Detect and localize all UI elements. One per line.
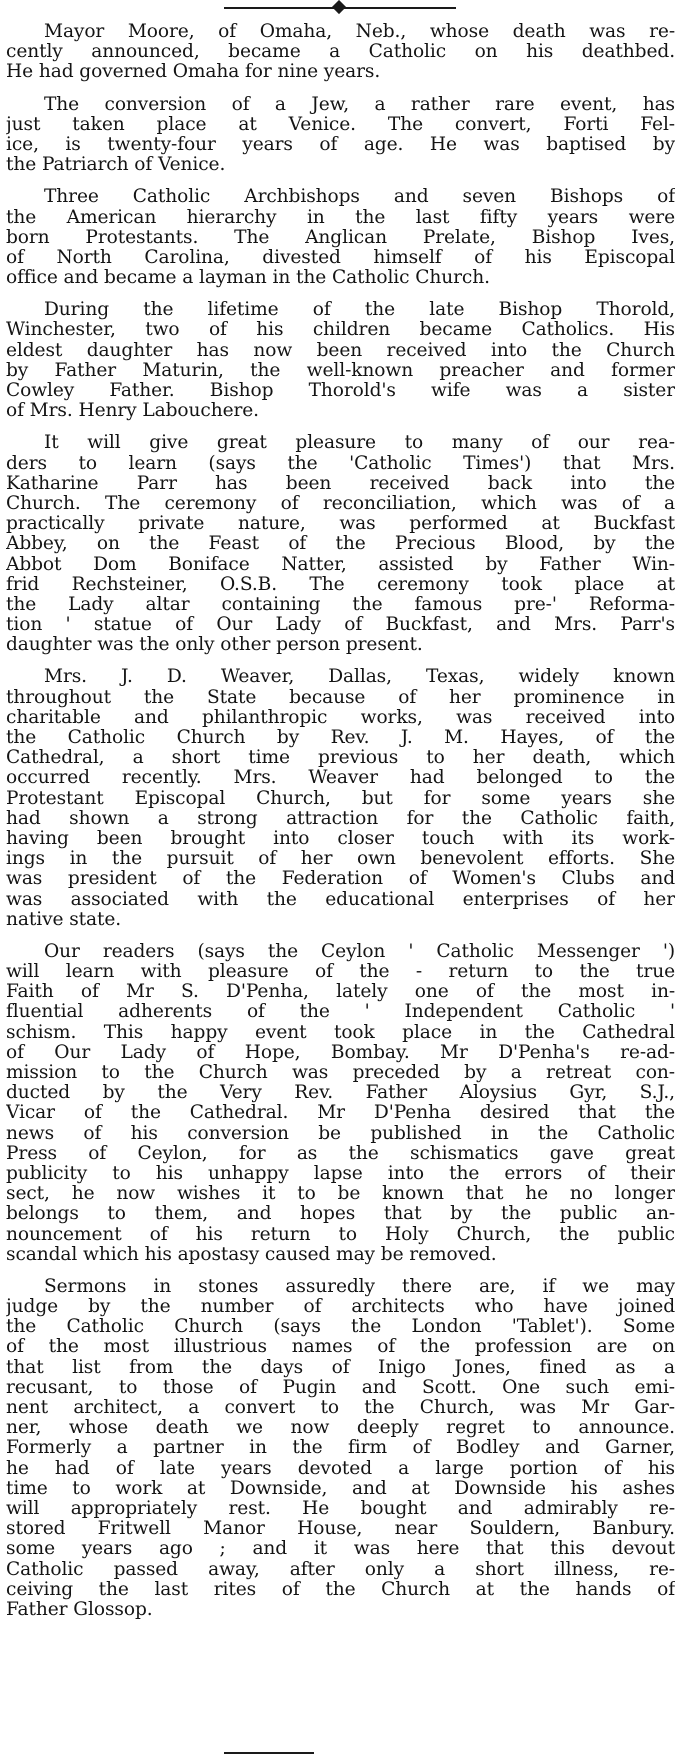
text-line: time to work at Downside, and at Downside his ashes — [6, 1478, 675, 1499]
text-line: practically private nature, was performed at Buckfast — [6, 514, 675, 535]
text-line: ner, whose death we now deeply regret to announce. — [6, 1418, 675, 1439]
text-line: ice, is twenty-four years of age. He was baptised by — [6, 134, 675, 155]
text-line: having been brought into closer touch with its work- — [6, 828, 675, 849]
text-line: nent architect, a convert to the Church, was Mr Gar- — [6, 1398, 675, 1418]
text-line: Catholic passed away, after only a short illness, re- — [6, 1559, 675, 1580]
text-line: Faith of Mr S. D'Penha, lately one of the most in- — [6, 982, 675, 1003]
text-line: mission to the Church was preceded by a retreat con- — [6, 1063, 675, 1083]
text-line: by Father Maturin, the well-known preacher and former — [6, 360, 675, 381]
bottom-rule — [224, 1752, 314, 1754]
text-line: He had governed Omaha for nine years. — [6, 62, 381, 83]
text-line: judge by the number of architects who have joined — [6, 1297, 675, 1318]
text-line: Formerly a partner in the firm of Bodley and Garner, — [6, 1438, 675, 1459]
diamond-ornament-icon — [332, 0, 346, 14]
text-line: of North Carolina, divested himself of his Episcopal — [6, 247, 675, 268]
text-line: ceiving the last rites of the Church at the hands of — [6, 1579, 675, 1600]
text-line: was associated with the educational enterprises of her — [6, 889, 675, 910]
paragraph — [6, 1277, 675, 1620]
text-line: Our readers (says the Ceylon ' Catholic Messenger ') — [44, 941, 675, 962]
text-line: ducted by the Very Rev. Father Aloysius Gyr, S.J., — [6, 1083, 675, 1104]
text-line: schism. This happy event took place in the Cathedral — [6, 1022, 675, 1043]
text-line: of Mrs. Henry Labouchere. — [6, 401, 259, 422]
text-line: It will give great pleasure to many of our rea- — [44, 433, 675, 454]
text-line: Abbot Dom Boniface Natter, assisted by Father Win- — [6, 554, 675, 575]
paragraph — [6, 95, 675, 176]
text-line: recusant, to those of Pugin and Scott. One such emi- — [6, 1377, 675, 1398]
text-line: occurred recently. Mrs. Weaver had belonged to the — [6, 768, 675, 789]
paragraph — [6, 942, 675, 1265]
text-line: charitable and philanthropic works, was received into — [6, 707, 675, 728]
text-line: born Protestants. The Anglican Prelate, Bishop Ives, — [6, 227, 675, 248]
paragraph — [6, 22, 675, 83]
text-line: fluential adherents of the ' Independent Catholic ' — [6, 1002, 675, 1023]
text-line: Mayor Moore, of Omaha, Neb., whose death was re- — [44, 22, 675, 42]
text-line: eldest daughter has now been received into the Church — [6, 340, 675, 361]
paragraph — [6, 187, 675, 288]
text-line: cently announced, became a Catholic on his deathbed. — [6, 42, 675, 63]
text-line: had shown a strong attraction for the Catholic faith, — [6, 808, 675, 829]
text-line: Protestant Episcopal Church, but for some years she — [6, 788, 675, 809]
text-line: Katharine Parr has been received back into the — [6, 473, 675, 494]
text-line: he had of late years devoted a large portion of his — [6, 1458, 675, 1479]
text-line: Abbey, on the Feast of the Precious Blood, by the — [6, 534, 675, 555]
text-line: Winchester, two of his children became Catholics. His — [6, 320, 675, 341]
paragraph — [6, 667, 675, 929]
text-line: some years ago ; and it was here that this devout — [6, 1539, 675, 1560]
text-line: was president of the Federation of Women's Clubs and — [6, 869, 675, 890]
text-line: Vicar of the Cathedral. Mr D'Penha desired that the — [6, 1103, 675, 1124]
text-line: will appropriately rest. He bought and admirably re- — [6, 1498, 675, 1519]
text-line: native state. — [6, 909, 122, 930]
text-line: the American hierarchy in the last fifty years were — [6, 207, 675, 228]
text-line: will learn with pleasure of the - return to the true — [6, 962, 675, 983]
text-line: throughout the State because of her prominence in — [6, 687, 675, 708]
text-line: the Patriarch of Venice. — [6, 155, 226, 176]
text-line: Sermons in stones assuredly there are, if we may — [44, 1276, 675, 1297]
text-line: Cowley Father. Bishop Thorold's wife was a sister — [6, 381, 675, 401]
text-line: frid Rechsteiner, O.S.B. The ceremony took place at — [6, 574, 675, 595]
text-line: ders to learn (says the 'Catholic Times') that Mrs. — [6, 453, 675, 474]
text-line: sect, he now wishes it to be known that he no longer — [6, 1184, 675, 1205]
paragraph — [6, 300, 675, 421]
text-line: daughter was the only other person present. — [6, 635, 423, 656]
text-line: belongs to them, and hopes that by the public an- — [6, 1204, 675, 1225]
article-column — [6, 22, 675, 1632]
text-line: Cathedral, a short time previous to her death, which — [6, 748, 675, 769]
text-line: the Catholic Church (says the London 'Tablet'). Some — [6, 1317, 675, 1338]
text-line: ings in the pursuit of her own benevolent efforts. She — [6, 849, 675, 870]
text-line: During the lifetime of the late Bishop Thorold, — [44, 300, 675, 321]
paragraph — [6, 433, 675, 655]
text-line: just taken place at Venice. The convert, Forti Fel- — [6, 114, 675, 135]
text-line: office and became a layman in the Catholic Church. — [6, 268, 490, 289]
text-line: Press of Ceylon, for as the schismatics gave great — [6, 1143, 675, 1164]
text-line: publicity to his unhappy lapse into the errors of their — [6, 1163, 675, 1184]
text-line: Three Catholic Archbishops and seven Bishops of — [44, 187, 675, 208]
text-line: tion ' statue of Our Lady of Buckfast, and Mrs. Parr's — [6, 615, 675, 636]
text-line: Mrs. J. D. Weaver, Dallas, Texas, widely known — [44, 667, 675, 688]
text-line: nouncement of his return to Holy Church, the public — [6, 1224, 675, 1245]
text-line: the Lady altar containing the famous pre-' Reforma- — [6, 594, 675, 615]
text-line: of the most illustrious names of the profession are on — [6, 1337, 675, 1358]
text-line: the Catholic Church by Rev. J. M. Hayes, of the — [6, 728, 675, 748]
text-line: scandal which his apostasy caused may be removed. — [6, 1244, 497, 1265]
text-line: stored Fritwell Manor House, near Souldern, Banbury. — [6, 1519, 675, 1540]
text-line: that list from the days of Inigo Jones, fined as a — [6, 1357, 675, 1378]
text-line: of Our Lady of Hope, Bombay. Mr D'Penha's re-ad- — [6, 1042, 675, 1063]
text-line: news of his conversion be published in the Catholic — [6, 1123, 675, 1144]
text-line: Father Glossop. — [6, 1599, 153, 1620]
text-line: The conversion of a Jew, a rather rare event, has — [44, 94, 675, 115]
text-line: Church. The ceremony of reconciliation, which was of a — [6, 493, 675, 514]
